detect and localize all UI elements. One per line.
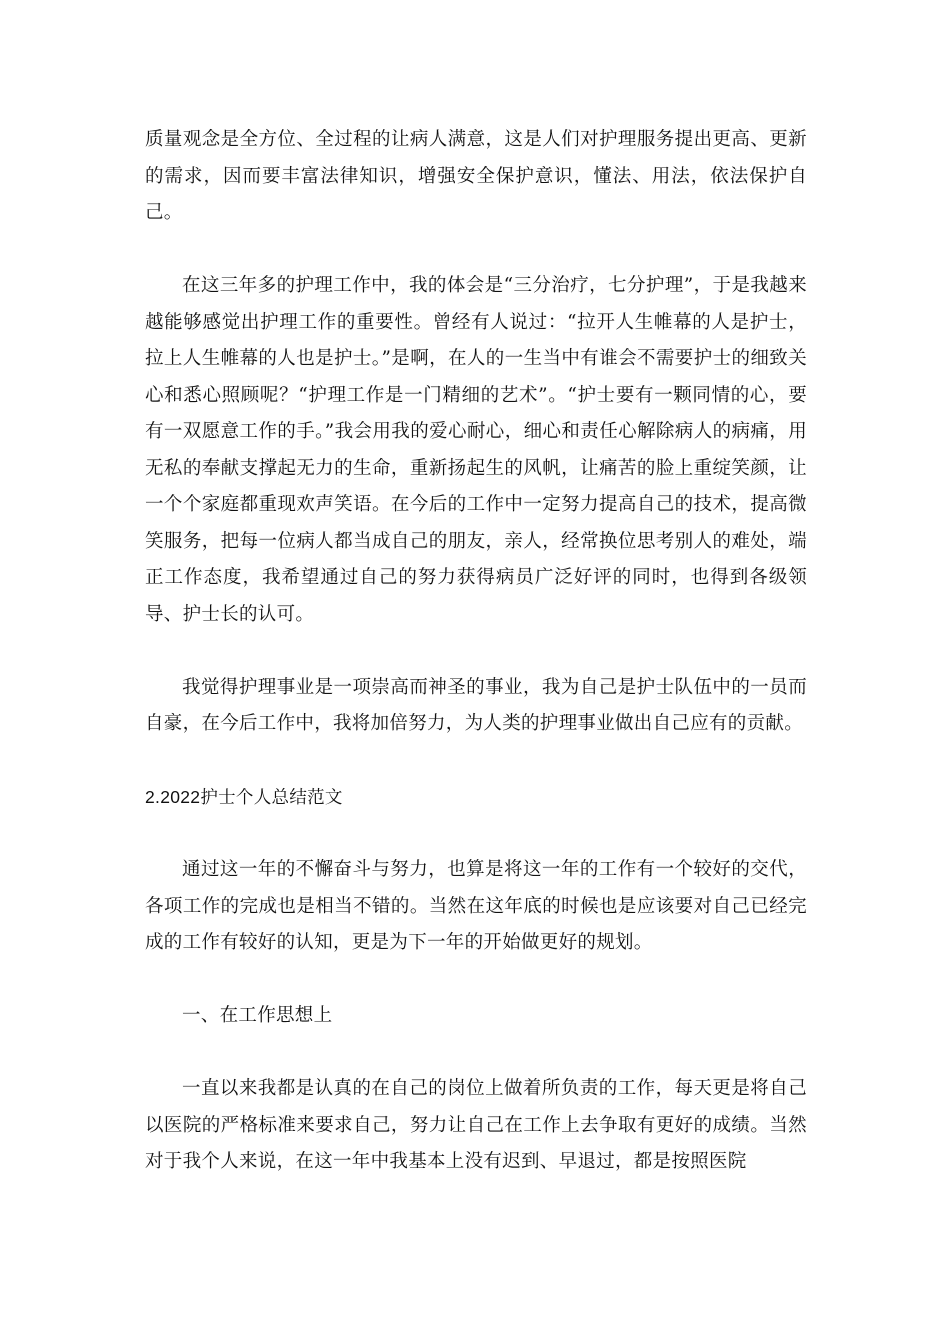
paragraph-nursing-experience: 在这三年多的护理工作中，我的体会是“三分治疗，七分护理”，于是我越来越能够感觉出护理工作的重要性。曾经有人说过：“拉开人生帷幕的人是护士，拉上人生帷幕的人也是护士。”是啊，在人的一生当中有谁会不需要护士的细致关心和悉心照顾呢？“护理工作是一门精细的艺术”。“护士要有一颗同情的心，要有一双愿意工作的手。”我会用我的爱心耐心，细心和责任心解除病人的病痛，用无私的奉献支撑起无力的生命，重新扬起生的风帆，让痛苦的脸上重绽笑颜，让一个个家庭都重现欢声笑语。在今后的工作中一定努力提高自己的技术，提高微笑服务，把每一位病人都当成自己的朋友，亲人，经常换位思考别人的难处，端正工作态度，我希望通过自己的努力获得病员广泛好评的同时，也得到各级领导、护士长的认可。 <box>145 275 807 625</box>
paragraph-legal-awareness: 质量观念是全方位、全过程的让病人满意，这是人们对护理服务提出更高、更新的需求，因而要丰富法律知识，增强安全保护意识，懂法、用法，依法保护自己。 <box>145 129 807 223</box>
document-body <box>145 122 807 1181</box>
paragraph-year-review: 通过这一年的不懈奋斗与努力，也算是将这一年的工作有一个较好的交代，各项工作的完成也是相当不错的。当然在这年底的时候也是应该要对自己已经完成的工作有较好的认知，更是为下一年的开始做更好的规划。 <box>145 859 807 953</box>
paragraph-work-attitude: 一直以来我都是认真的在自己的岗位上做着所负责的工作，每天更是将自己以医院的严格标准来要求自己，努力让自己在工作上去争取有更好的成绩。当然对于我个人来说，在这一年中我基本上没有迟到、早退过，都是按照医院 <box>145 1078 807 1172</box>
subsection-heading-work-thinking: 一、在工作思想上 <box>182 1005 333 1026</box>
section-heading-summary: 2.2022护士个人总结范文 <box>145 787 343 807</box>
paragraph-nursing-career: 我觉得护理事业是一项崇高而神圣的事业，我为自己是护士队伍中的一员而自豪，在今后工作中，我将加倍努力，为人类的护理事业做出自己应有的贡献。 <box>145 676 807 734</box>
